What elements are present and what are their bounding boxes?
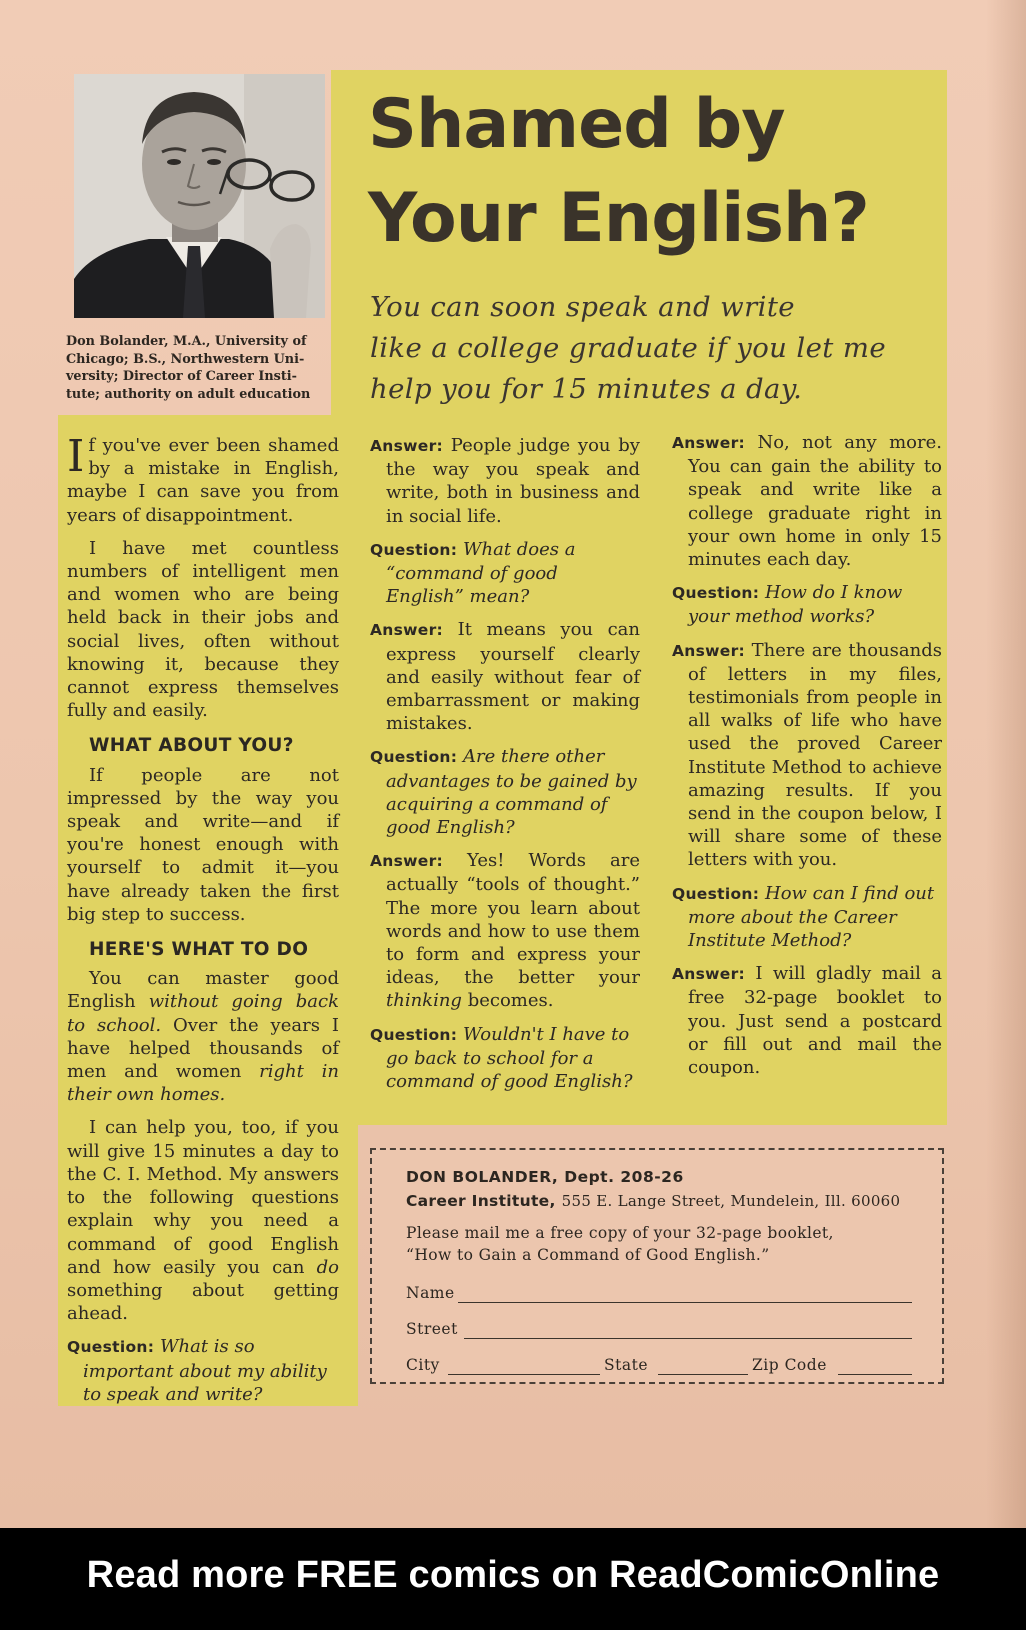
headline-line: Shamed by: [368, 85, 785, 164]
coupon-address: 555 E. Lange Street, Mundelein, Ill. 60060: [561, 1192, 901, 1210]
street-field[interactable]: [464, 1338, 912, 1339]
answer-block: [370, 849, 640, 1012]
caption-line: versity; Director of Career Insti-: [66, 369, 297, 384]
intro-paragraph: [67, 431, 339, 527]
text-run: Over the years I have helped thousands of men and women: [67, 1014, 339, 1083]
coupon-request-text: [406, 1222, 906, 1266]
question-block: [67, 1335, 339, 1406]
coupon-body-line: “How to Gain a Command of Good English.”: [406, 1246, 770, 1264]
subhead-line: like a college graduate if you let me: [370, 332, 887, 364]
caption-line: tute; authority on adult education: [66, 386, 311, 402]
answer-label: Answer:: [370, 437, 444, 455]
question-label: Question:: [672, 584, 760, 603]
question-text: What is so important about my ability to speak and write?: [83, 1336, 327, 1405]
name-label: Name: [406, 1284, 455, 1302]
street-label: Street: [406, 1320, 458, 1338]
mail-coupon[interactable]: [370, 1148, 944, 1384]
question-block: [370, 1023, 640, 1094]
question-label: Question:: [672, 884, 760, 903]
state-field[interactable]: [658, 1374, 748, 1375]
text-run-italic: do: [316, 1256, 339, 1278]
right-column: [672, 431, 942, 1089]
question-block: [672, 882, 942, 953]
section-heading: HERE'S WHAT TO DO: [89, 939, 309, 961]
answer-text: becomes.: [461, 990, 554, 1012]
question-label: Question:: [67, 1338, 155, 1357]
question-label: Question:: [370, 748, 458, 767]
coupon-recipient: DON BOLANDER, Dept. 208-26: [406, 1168, 684, 1186]
answer-label: Answer:: [370, 852, 444, 871]
body-paragraph: I have met countless numbers of intelligent men and women who are being held back in their jobs and social lives, often without knowing it, because they cannot express themselves fully and easily.: [67, 537, 339, 722]
intro-text: f you've ever been shamed by a mistake in English, maybe I can save you from years of disappointment.: [67, 435, 339, 526]
question-text: Are there other advantages to be gained by acquiring a command of good English?: [386, 746, 637, 839]
ad-headline: [368, 78, 928, 266]
question-block: [370, 745, 640, 839]
question-text: Wouldn't I have to go back to school for a command of good English?: [386, 1023, 633, 1093]
coupon-address-line: [406, 1192, 900, 1210]
answer-label: Answer:: [370, 621, 444, 640]
question-block: [370, 538, 640, 609]
coupon-body-line: Please mail me a free copy of your 32-page booklet,: [406, 1224, 834, 1242]
state-label: State: [604, 1356, 648, 1374]
answer-label: Answer:: [672, 641, 746, 660]
answer-text: People judge you by the way you speak and write, both in business and in social life.: [386, 435, 640, 527]
coupon-org: Career Institute,: [406, 1192, 556, 1210]
author-portrait-image: [74, 74, 325, 318]
answer-label: Answer:: [672, 434, 746, 452]
answer-text: No, not any more. You can gain the ability to speak and write like a college graduate right in your own home in only 15 minutes each day.: [688, 432, 942, 571]
text-run-italic: right in their own homes.: [67, 1061, 340, 1106]
answer-block: [672, 431, 942, 571]
question-text: How can I find out more about the Career Institute Method?: [688, 882, 935, 952]
question-text: How do I know your method works?: [688, 582, 903, 628]
zip-field[interactable]: [838, 1374, 912, 1375]
drop-cap: I: [67, 431, 85, 482]
left-column: [67, 431, 340, 1416]
body-paragraph: [67, 967, 339, 1106]
answer-text: It means you can express yourself clearly and easily without fear of embarrassment or making mistakes.: [386, 619, 640, 735]
answer-block: [370, 618, 640, 735]
site-banner[interactable]: [0, 1528, 1026, 1630]
question-text: What does a “command of good English” mean?: [386, 538, 576, 608]
ad-subhead: [370, 287, 930, 410]
name-field[interactable]: [458, 1302, 912, 1303]
question-label: Question:: [370, 540, 458, 559]
caption-line: Chicago; B.S., Northwestern Uni-: [66, 351, 305, 367]
answer-text: I will gladly mail a free 32-page booklet to you. Just send a postcard or fill out and mail the coupon.: [688, 963, 942, 1079]
text-run: I can help you, too, if you will give 15 minutes a day to the C. I. Method. My answers to the following questions explain why you need a command of good English and how easily you can: [67, 1117, 339, 1278]
text-run: something about getting ahead.: [67, 1279, 339, 1325]
answer-block: [370, 434, 640, 528]
text-run: You can master good English: [67, 968, 339, 1013]
answer-block: [672, 962, 942, 1079]
answer-text-italic: thinking: [386, 990, 462, 1012]
question-block: [672, 581, 942, 628]
answer-text: There are thousands of letters in my files, testimonials from people in all walks of life who have used the proved Career Institute Method to achieve amazing results. If you send in the coupon below, I will share some of these letters with you.: [688, 639, 942, 871]
text-run-italic: without going back to school.: [67, 991, 339, 1036]
page-spine-shadow: [986, 0, 1026, 1528]
answer-block: [672, 639, 942, 872]
zip-label: Zip Code: [752, 1356, 827, 1374]
question-label: Question:: [370, 1025, 458, 1044]
subhead-line: help you for 15 minutes a day.: [370, 373, 803, 405]
answer-label: Answer:: [672, 965, 746, 984]
city-label: City: [406, 1356, 440, 1374]
author-photo: [74, 74, 325, 318]
city-field[interactable]: [448, 1374, 600, 1375]
subhead-line: You can soon speak and write: [370, 291, 795, 323]
body-paragraph: If people are not impressed by the way you speak and write—and if you're honest enough with yourself to admit it—you have already taken the first big step to success.: [67, 764, 339, 925]
headline-line: Your English?: [368, 179, 869, 258]
section-heading: WHAT ABOUT YOU?: [89, 735, 294, 757]
author-caption: [66, 333, 342, 403]
middle-column: [370, 434, 640, 1103]
body-paragraph: [67, 1116, 339, 1325]
answer-text: Yes! Words are actually “tools of thought.” The more you learn about words and how to use them to form and express your ideas, the better your: [386, 850, 640, 989]
banner-text[interactable]: Read more FREE comics on ReadComicOnline: [86, 1554, 940, 1596]
caption-line: Don Bolander, M.A., University of: [66, 334, 307, 349]
